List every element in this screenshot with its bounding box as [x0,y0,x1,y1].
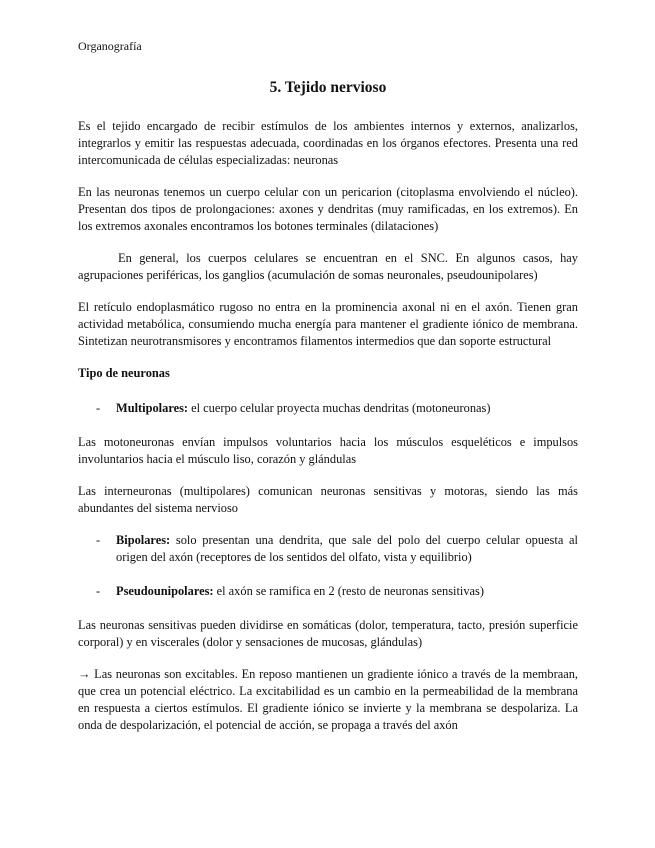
paragraph-sensitivas: Las neuronas sensitivas pueden dividirse en somáticas (dolor, temperatura, tacto, presión superficie corporal) y en viscerales (dolor y sensaciones de mucosas, glándulas) [78,618,578,649]
document-title: 5. Tejido nervioso [269,79,387,96]
paragraph-reticulum: El retículo endoplasmático rugoso no entra en la prominencia axonal ni en el axón. Tienen gran actividad metabólica, consumiendo mucha energía para mantener el gradiente iónico de membrana. Sintetizan neurotransmisores y encontramos filamentos intermedios que dan soporte estructural [78,300,578,348]
page-header: Organografía [78,39,142,53]
bullet-pseudounipolares [78,583,578,600]
bullet-text: el cuerpo celular proyecta muchas dendritas (motoneuronas) [188,401,491,415]
paragraph-intro: Es el tejido encargado de recibir estímulos de los ambientes internos y externos, analizarlos, integrarlos y emitir las respuestas adecuada, coordinadas en los órganos efectores. Presenta una red intercomunicada de células especializadas: neuronas [78,119,578,167]
paragraph-cell-bodies: En general, los cuerpos celulares se encuentran en el SNC. En algunos casos, hay agrupaciones periféricas, los ganglios (acumulación de somas neuronales, pseudounipolares) [78,251,578,282]
paragraph-motoneuronas: Las motoneuronas envían impulsos voluntarios hacia los músculos esqueléticos e impulsos involuntarios hacia el músculo liso, corazón y glándulas [78,435,578,466]
bullet-text: solo presentan una dendrita, que sale del polo del cuerpo celular opuesta al origen del axón (receptores de los sentidos del olfato, vista y equilibrio) [116,533,578,564]
bullet-multipolares [78,400,578,417]
paragraph-neuron-structure: En las neuronas tenemos un cuerpo celular con un pericarion (citoplasma envolviendo el núcleo). Presentan dos tipos de prolongaciones: axones y dendritas (muy ramificadas, en los extremos). En los extremos axonales encontramos los botones terminales (dilataciones) [78,185,578,233]
section-heading-neuron-types: Tipo de neuronas [78,366,170,380]
bullet-dash: - [96,533,101,547]
paragraph-interneuronas: Las interneuronas (multipolares) comunican neuronas sensitivas y motoras, siendo las más abundantes del sistema nervioso [78,484,578,515]
document-body [78,72,578,749]
bullet-bipolares [78,532,578,566]
paragraph-excitabilidad: → Las neuronas son excitables. En reposo mantienen un gradiente iónico a través de la membraan, que crea un potencial eléctrico. La excitabilidad es un cambio en la permeabilidad de la membrana en respuesta a ciertos estímulos. El gradiente iónico se invierte y la membrana se despolariza. La onda de despolarización, el potencial de acción, se propaga a través del axón [78,667,578,732]
bullet-dash: - [96,584,101,598]
bullet-term: Multipolares: [116,401,189,415]
bullet-term: Bipolares: [116,533,171,547]
bullet-text: el axón se ramifica en 2 (resto de neuronas sensitivas) [213,584,484,598]
bullet-dash: - [96,401,101,415]
bullet-term: Pseudounipolares: [116,584,214,598]
